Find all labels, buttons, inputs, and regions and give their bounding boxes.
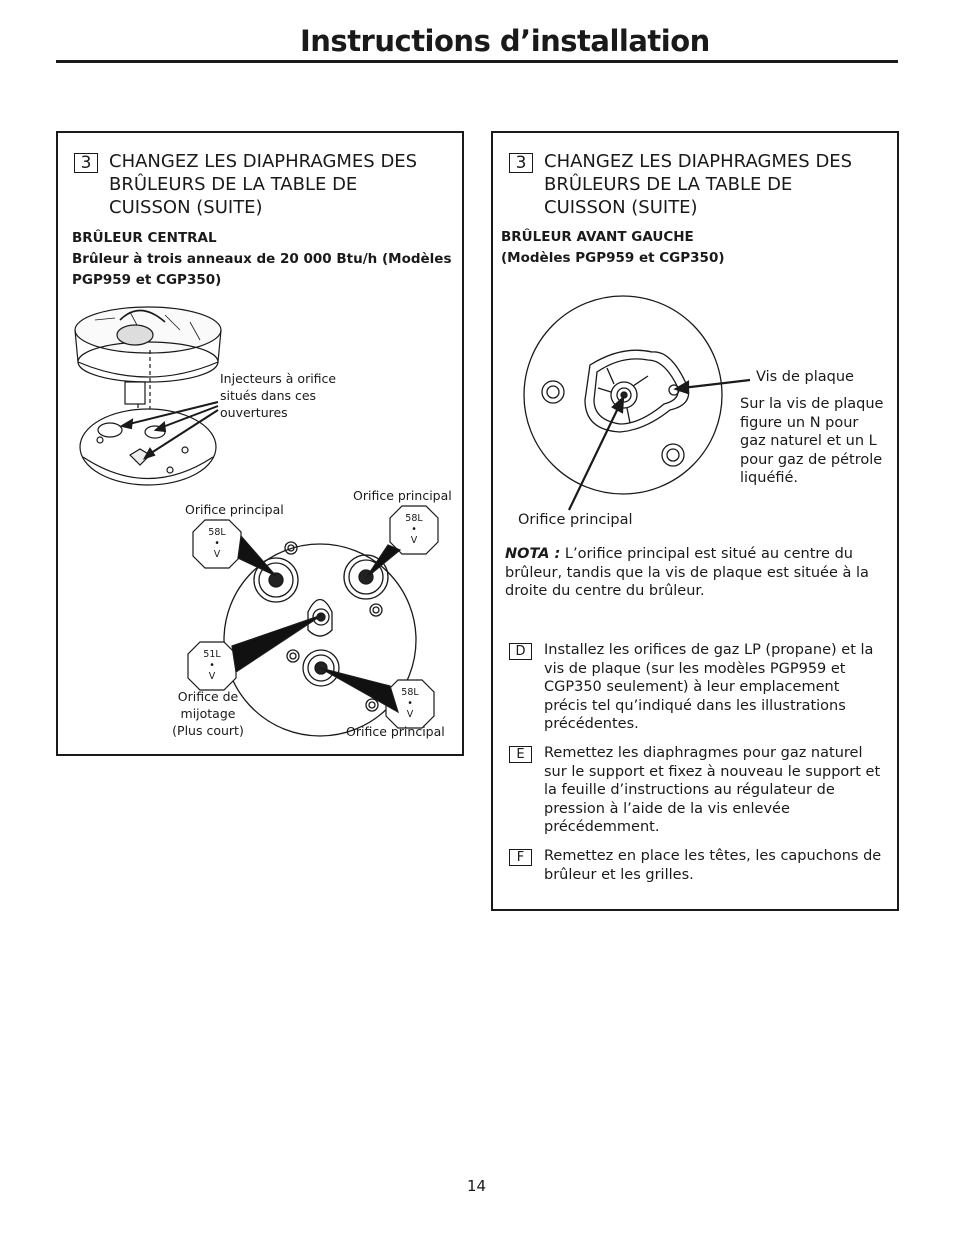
orifice-principal-label: Orifice principal: [518, 512, 633, 528]
orifice-principal-label: Orifice principal: [346, 724, 445, 739]
orifice-tag: 58L • V: [405, 513, 423, 546]
step-title: CHANGEZ LES DIAPHRAGMES DES BRÛLEURS DE LA TABLE DE CUISSON (SUITE): [109, 151, 418, 218]
step-letter-box: F: [509, 849, 532, 866]
orifice-tag: 51L • V: [203, 649, 221, 682]
step-number-box: 3: [74, 153, 98, 173]
orifice-tag: 58L • V: [401, 687, 419, 720]
step-number-box: 3: [509, 153, 533, 173]
step-letter-box: D: [509, 643, 532, 660]
instruction-step: Installez les orifices de gaz LP (propane) et la vis de plaque (sur les modèles PGP959 et CGP350 seulement) à leur emplacement précis tel qu’indiqué dans les illustrations précédentes.: [544, 642, 874, 732]
injector-label: Injecteurs à orifice situés dans ces ouvertures: [220, 371, 337, 420]
instruction-step: Remettez les diaphragmes pour gaz naturel sur le support et fixez à nouveau le support et la feuille d’instructions au régulateur de pression à l’aide de la vis enlevée précédemment.: [544, 745, 881, 835]
instruction-step: Remettez en place les têtes, les capuchons de brûleur et les grilles.: [544, 848, 882, 883]
vis-description: Sur la vis de plaque figure un N pour gaz naturel et un L pour gaz de pétrole liquéfié.: [740, 396, 884, 486]
orifice-principal-label: Orifice principal: [353, 488, 452, 503]
step-title: CHANGEZ LES DIAPHRAGMES DES BRÛLEURS DE LA TABLE DE CUISSON (SUITE): [544, 151, 853, 218]
nota-paragraph: NOTA : L’orifice principal est situé au centre du brûleur, tandis que la vis de plaque est située à la droite du centre du brûleur.: [505, 546, 869, 599]
vis-de-plaque-label: Vis de plaque: [756, 369, 854, 385]
step-letter-box: E: [509, 746, 532, 763]
simmer-orifice-label: Orifice de mijotage (Plus court): [172, 689, 244, 738]
subheading-front-left-burner: BRÛLEUR AVANT GAUCHE (Modèles PGP959 et CGP350): [501, 229, 725, 266]
page-title: Instructions d’installation: [300, 24, 710, 58]
page-number: 14: [467, 1177, 487, 1195]
orifice-principal-label: Orifice principal: [185, 502, 284, 517]
orifice-tag: 58L • V: [208, 527, 226, 560]
subheading-central-burner: BRÛLEUR CENTRAL Brûleur à trois anneaux de 20 000 Btu/h (Modèles PGP959 et CGP350): [72, 230, 452, 288]
